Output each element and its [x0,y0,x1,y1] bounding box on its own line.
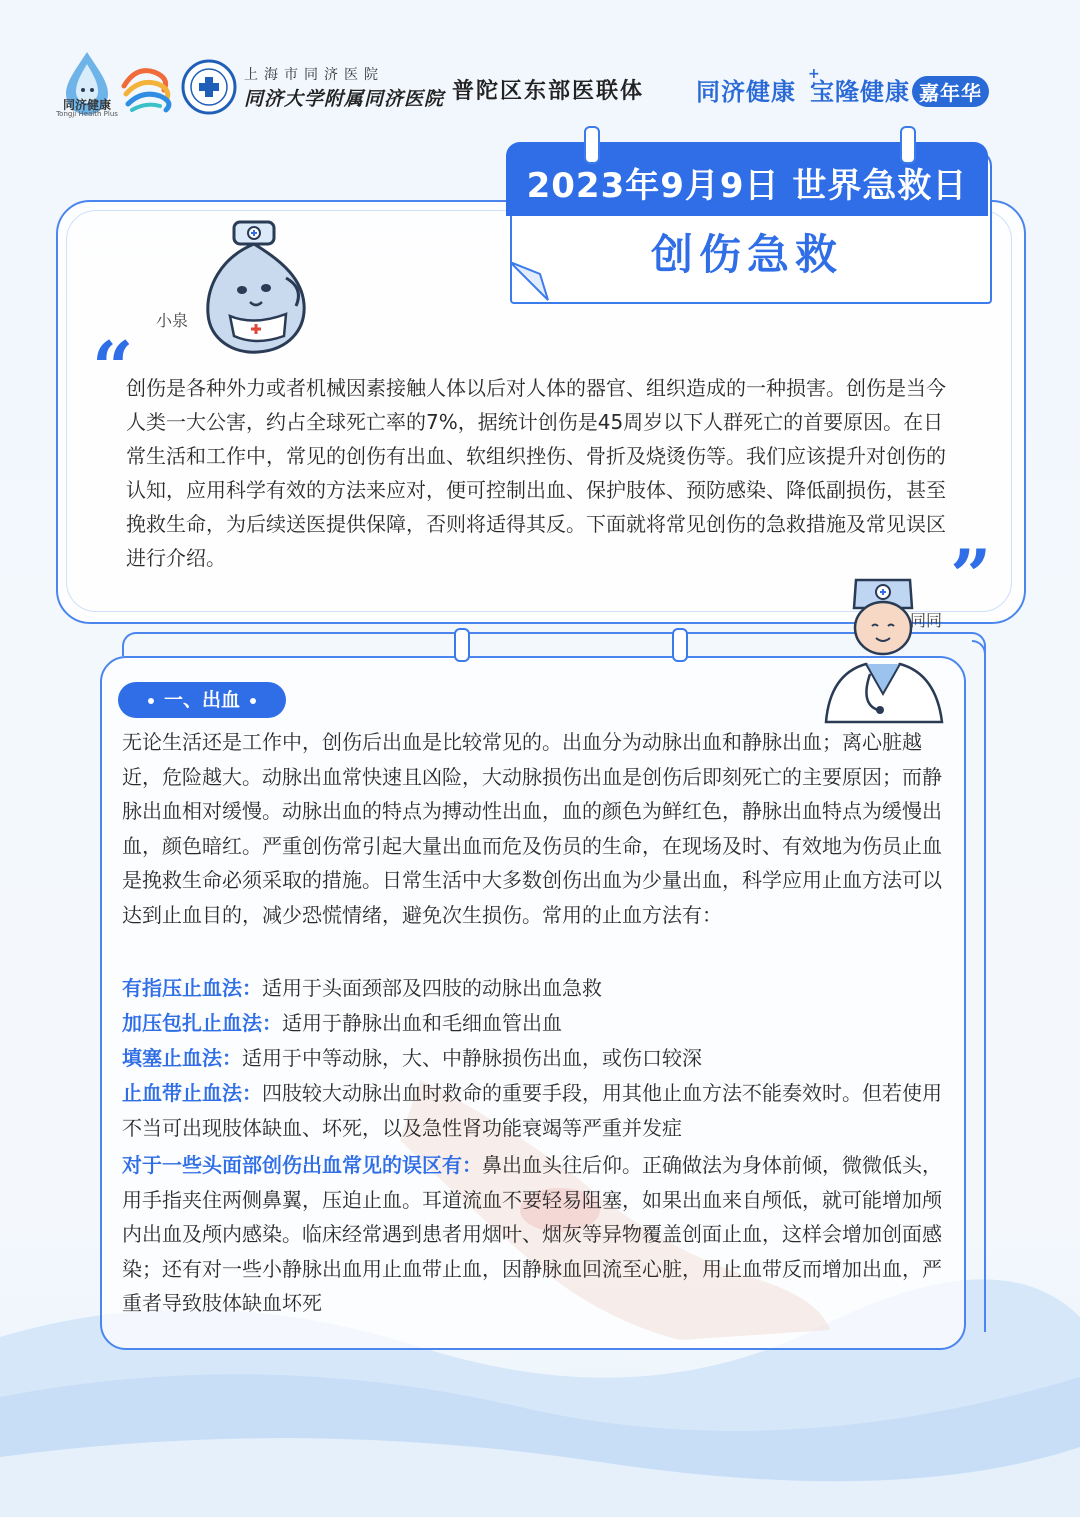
mascot-name-label: 小泉 [156,311,189,330]
bullet-dot-icon [250,698,256,704]
slogan-badge: 嘉年华 [912,76,989,107]
slogan-plus: + [808,66,820,82]
method-name: 对于一些头面部创伤出血常见的误区有： [122,1153,482,1177]
title-date-line: 2023年9月9日 世界急救日 [526,166,968,206]
section-frame-back [972,640,986,1332]
slogan-part-a: 同济健康 [696,78,796,106]
section-heading-pill [118,682,286,718]
header [0,0,1080,130]
mascot-drop-icon [200,218,318,358]
method-name: 填塞止血法： [122,1046,242,1070]
hospital-name-line2: 同济大学附属同济医院 [244,88,445,110]
method-item [122,1006,944,1041]
bullet-dot-icon [148,698,154,704]
method-desc: 适用于头面颈部及四肢的动脉出血急救 [262,976,602,1000]
method-desc: 四肢较大动脉出血时救命的重要手段，用其他止血方法不能奏效时。但若使用不当可出现肢体缺血、坏死，以及急性肾功能衰竭等严重并发症 [122,1081,942,1140]
method-name: 止血带止血法： [122,1081,262,1105]
section-body: 无论生活还是工作中，创伤后出血是比较常见的。出血分为动脉出血和静脉出血；离心脏越近，危险越大。动脉出血常快速且凶险，大动脉损伤出血是创伤后即刻死亡的主要原因；而静脉出血相对缓慢。动脉出血的特点为搏动性出血，血的颜色为鲜红色，静脉出血特点为缓慢出血，颜色暗红。严重创伤常引起大量出血而危及伤员的生命，在现场及时、有效地为伤员止血是挽救生命必须采取的措施。日常生活中大多数创伤出血为少量出血，科学应用止血方法可以达到止血目的，减少恐慌情绪，避免次生损伤。常用的止血方法有： [122,730,942,927]
swirl-logo-icon [120,60,176,114]
binder-ring-icon [672,628,688,662]
doctor-name-label: 同同 [910,611,943,630]
method-item [122,1076,944,1145]
page-title: 创伤急救 [650,230,843,279]
method-name: 有指压止血法： [122,976,262,1000]
open-quote-icon: “ [92,325,134,410]
close-quote-icon: ” [950,533,992,618]
slogan-part-b: 宝隆健康 [810,78,910,106]
logo-tongji-health-label: 同济健康 [62,98,111,112]
hospital-name-line1: 上海市同济医院 [244,67,384,83]
logo-tongji-health-sub: Tongji Health Plus [56,110,118,118]
section-heading: 一、出血 [164,689,241,711]
method-item [122,971,944,1006]
method-desc: 适用于中等动脉，大、中静脉损伤出血，或伤口较深 [242,1046,702,1070]
hospital-seal-icon [180,58,238,116]
method-desc: 适用于静脉出血和毛细血管出血 [282,1011,562,1035]
event-slogan [696,72,989,107]
doctor-mascot-icon [820,574,950,724]
method-item [122,1148,944,1321]
intro-paragraph: 创伤是各种外力或者机械因素接触人体以后对人体的器官、组织造成的一种损害。创伤是当今人类一大公害，约占全球死亡率的7%，据统计创伤是45周岁以下人群死亡的首要原因。在日常生活和工作中，常见的创伤有出血、软组织挫伤、骨折及烧烫伤等。我们应该提升对创伤的认知，应用科学有效的方法来应对，便可控制出血、保护肢体、预防感染、降低副损伤，甚至挽救生命，为后续送医提供保障，否则将适得其反。下面就将常见创伤的急救措施及常见误区进行介绍。 [126,376,946,570]
alliance-name: 普陀区东部医联体 [452,78,645,104]
method-desc: 鼻出血头往后仰。正确做法为身体前倾，微微低头，用手指夹住两侧鼻翼，压迫止血。耳道流血不要轻易阻塞，如果出血来自颅低，就可能增加颅内出血及颅内感染。临床经常遇到患者用烟叶、烟灰等异物覆盖创面止血，这样会增加创面感染；还有对一些小静脉出血用止血带止血，因静脉血回流至心脏，用止血带反而增加出血，严重者导致肢体缺血坏死 [122,1153,942,1315]
binder-ring-icon [454,628,470,662]
method-item [122,1041,944,1076]
method-name: 加压包扎止血法： [122,1011,282,1035]
